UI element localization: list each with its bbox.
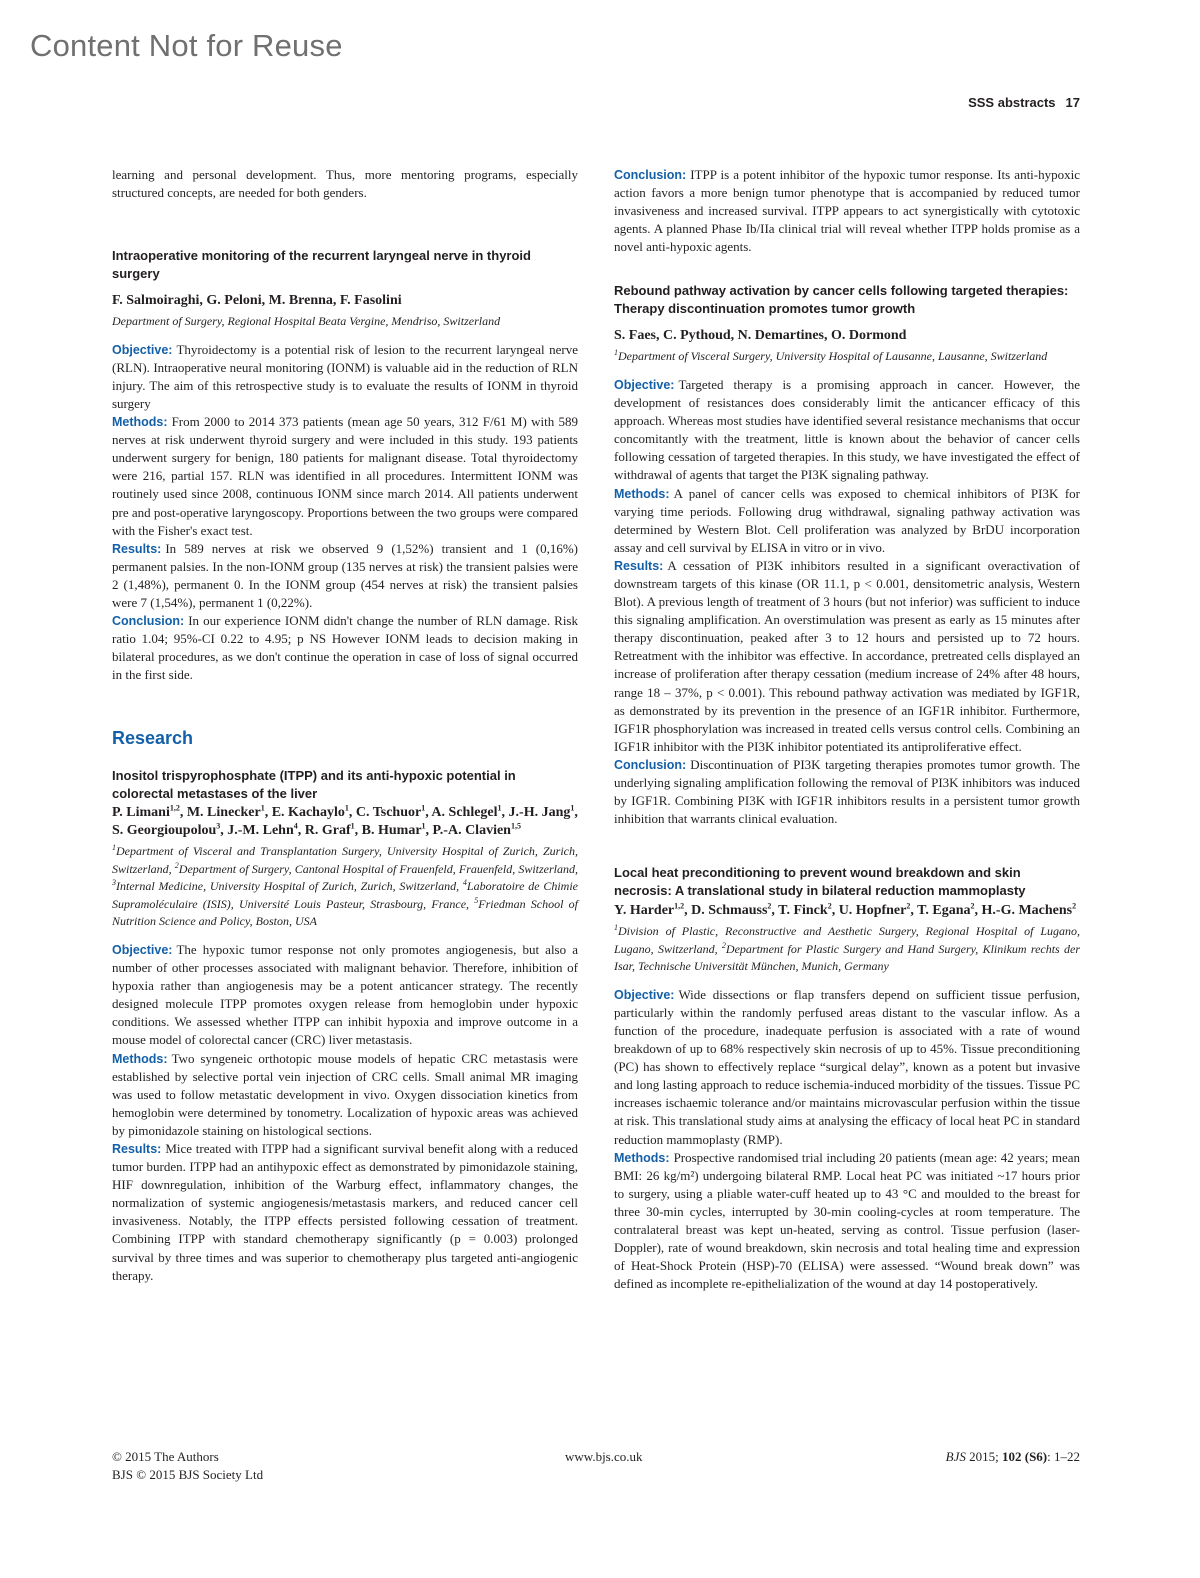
author-name: Y. Harder: [614, 903, 675, 919]
abstract-authors: [614, 902, 1080, 920]
author-name: , H.-G. Machens: [974, 903, 1073, 919]
results-paragraph: [112, 540, 578, 612]
section-heading: Research: [112, 728, 194, 749]
abstract-heat-preconditioning: [614, 864, 1080, 1293]
results-text: A cessation of PI3K inhibitors resulted in a significant overactivation of downstream targets of this kinase (OR 11.1, p < 0.001, densitometric analysis, Western Blot). A previous length of treatment of 3 hours (but not inferior) was sufficient to induce this signaling amplification. An overstimulation was present as early as 15 minutes after therapy discontinuation, peaked after 3 to 12 hours and persisted up to 72 hours. Retreatment with the inhibitor was effective. In accordance, pretreated cells displayed an increase of proliferation after therapy cessation (medium increase of 24% after 48 hours, range 18 – 37%, p < 0.001). This rebound pathway activation was mediated by IGF1R, as demonstrated by its prevention in the presence of an IGF1R inhibitor. Furthermore, IGF1R phosphorylation was increased in treated cells versus control cells. Combining an IGF1R inhibitor with the PI3K inhibitor potentiated its antiproliferative effect.: [614, 557, 1080, 754]
affil-sup: 2: [721, 940, 726, 950]
affil-sup: 4: [462, 878, 467, 888]
running-head: [968, 95, 1080, 110]
author-name: , T. Finck: [771, 903, 828, 919]
abstract-rln-monitoring: [112, 247, 578, 684]
methods-label: Methods:: [112, 1051, 168, 1066]
abstract-authors: [112, 804, 578, 840]
methods-text: A panel of cancer cells was exposed to chemical inhibitors of PI3K for varying time periods. Following drug withdrawal, signaling pathway activation was determined by Western Blot. Cell proliferation was analyzed by BrDU incorporation assay and cell survival by ELISA in vitro or in vivo.: [614, 485, 1080, 555]
results-paragraph: [614, 557, 1080, 756]
methods-paragraph: [614, 485, 1080, 557]
affil-text: Department for Plastic Surgery and Hand Surgery, Klinikum rechts der Isar, Technische Universität München, Munich, Germany: [614, 941, 1080, 974]
affil-text: Internal Medicine, University Hospital of Zurich, Zurich, Switzerland,: [116, 879, 463, 894]
conclusion-label: Conclusion:: [614, 168, 687, 182]
citation-year: 2015;: [965, 1449, 1002, 1464]
objective-paragraph: [614, 986, 1080, 1149]
abstract-affiliation: Department of Surgery, Regional Hospital Beata Vergine, Mendriso, Switzerland: [112, 314, 501, 329]
conclusion-label: Conclusion:: [112, 614, 185, 629]
running-head-title: SSS abstracts: [968, 95, 1056, 110]
author-name: , E. Kachaylo: [264, 805, 345, 821]
author-sup: 1: [570, 803, 575, 813]
author-name: , A. Schlegel: [425, 805, 498, 821]
footer-copyright: [112, 1448, 263, 1484]
author-sup: 1,2: [169, 803, 180, 813]
author-name: , T. Egana: [910, 903, 971, 919]
results-label: Results:: [112, 1142, 162, 1156]
author-sup: 1: [421, 821, 426, 831]
methods-label: Methods:: [614, 1150, 670, 1165]
author-name: , U. Hopfner: [831, 903, 907, 919]
affil-sup: 2: [174, 860, 179, 870]
conclusion-paragraph: [112, 612, 578, 684]
page-number: 17: [1065, 95, 1080, 110]
abstract-title: Inositol trispyrophosphate (ITPP) and its anti-hypoxic potential in colorectal metastases of the liver: [112, 768, 516, 802]
author-sup: 3: [216, 821, 221, 831]
author-name: , R. Graf: [297, 823, 351, 839]
citation-volume: 102 (S6): [1001, 1449, 1048, 1464]
conclusion-paragraph: [614, 756, 1080, 828]
affil-sup: 1: [614, 923, 618, 933]
abstract-affiliation: [614, 348, 1080, 366]
methods-paragraph: [614, 1149, 1080, 1294]
results-text: In 589 nerves at risk we observed 9 (1,52%) transient and 1 (0,16%) permanent palsies. In the non-IONM group (135 nerves at risk) the transient palsies were 2 (1,48%), permanent 0. In the IONM group (454 nerves at risk) the transient palsies were 7 (1,54%), permanent 1 (0,22%).: [112, 540, 578, 610]
author-name: , J.-M. Lehn: [220, 823, 294, 839]
journal-name: BJS: [945, 1449, 966, 1464]
results-text: Mice treated with ITPP had a significant survival benefit along with a reduced tumor burden. ITPP had an antihypoxic effect as demonstrated by pimonidazole staining, HIF downregulation, inhibition of the Warburg effect, inflammatory changes, the normalization of systemic angiogenesis/metastasis markers, and reduced cancer cell invasiveness. Notably, the ITPP effects persisted following cessation of treatment. Combining ITPP with standard chemotherapy significantly (p = 0.003) prolonged survival by three times and was superior to chemotherapy plus targeted anti-angiogenic therapy.: [112, 1141, 578, 1283]
affil-text: Laboratoire de Chimie Supramoléculaire (ISIS), Université Louis Pasteur, Strasbourg, France,: [112, 879, 579, 911]
author-name: , B. Humar: [354, 823, 422, 839]
author-sup: 4: [293, 821, 298, 831]
author-sup: 2: [1072, 901, 1077, 911]
objective-label: Objective:: [112, 342, 173, 357]
author-name: , C. Tschuor: [348, 805, 422, 821]
methods-paragraph: [112, 413, 578, 540]
methods-paragraph: [112, 1050, 578, 1140]
author-name: , M. Linecker: [179, 805, 261, 821]
conclusion-text: Discontinuation of PI3K targeting therapies promotes tumor growth. The underlying signaling amplification following the removal of PI3K inhibitors was induced by IGF1R. Combining PI3K with IGF1R inhibitors results in a persistent tumor growth inhibition that warrants clinical evaluation.: [614, 756, 1080, 827]
continued-text: learning and personal development. Thus, more mentoring programs, especially structured concepts, are needed for both genders.: [112, 167, 578, 201]
abstract-affiliations: [614, 923, 1080, 976]
footer-url[interactable]: www.bjs.co.uk: [565, 1449, 643, 1464]
author-name: , S. Georgioupolou: [112, 805, 578, 839]
author-name: , D. Schmauss: [684, 903, 768, 919]
conclusion-label: Conclusion:: [614, 757, 687, 772]
objective-paragraph: [614, 376, 1080, 485]
objective-paragraph: [112, 341, 578, 413]
affil-sup: 1: [614, 348, 618, 358]
methods-text: Prospective randomised trial including 20 patients (mean age: 42 years; mean BMI: 26 kg/m²) undergoing bilateral RMP. Local heat PC was initiated ~17 hours prior to surgery, using a pliable water-cuff heated up to 43 °C and moulded to the breast for three 30-min cycles, interrupted by 30-min cooling-cycles at room temperature. The contralateral breast was kept un-heated, serving as control. Tissue perfusion (laser-Doppler), rate of wound breakdown, skin necrosis and total healing time and expression of Heat-Shock Protein (HSP)-70 (ELISA) were assessed. “Wound break down” was defined as incomplete re-epithelialization of the wound at day 14 postoperatively.: [614, 1149, 1080, 1292]
copyright-line-1: © 2015 The Authors: [112, 1449, 219, 1464]
objective-label: Objective:: [112, 942, 173, 957]
right-column: [614, 166, 1080, 1293]
abstract-title: Rebound pathway activation by cancer cells following targeted therapies: Therapy discontinuation promotes tumor growth: [614, 283, 1069, 317]
author-sup: 1: [350, 821, 355, 831]
copyright-line-2: BJS © 2015 BJS Society Ltd: [112, 1467, 264, 1482]
citation-pages: : 1–22: [1047, 1449, 1080, 1464]
affil-text: Department of Visceral and Transplantation Surgery, University Hospital of Zurich, Zurich, Switzerland,: [112, 844, 578, 876]
affil-sup: 5: [474, 895, 479, 905]
abstract-authors: S. Faes, C. Pythoud, N. Demartines, O. Dormond: [614, 328, 907, 344]
author-name: P. Limani: [112, 805, 170, 821]
objective-text: Targeted therapy is a promising approach in cancer. However, the development of resistances does considerably limit the anticancer efficacy of this approach. Whereas most studies have identified several resistance mechanisms that occur concomitantly with the treatment, little is known about the behavior of cancer cells following cessation of targeted therapies. In this study, we have investigated the effect of withdrawal of agents that target the PI3K signaling pathway.: [614, 376, 1080, 483]
objective-label: Objective:: [614, 987, 675, 1002]
abstract-title: Intraoperative monitoring of the recurrent laryngeal nerve in thyroid surgery: [112, 248, 531, 282]
author-name: , J.-H. Jang: [501, 805, 571, 821]
affil-sup: 1: [112, 843, 116, 853]
abstract-rebound-pathway: [614, 282, 1080, 828]
conclusion-paragraph: [614, 166, 1080, 256]
affil-sup: 3: [112, 878, 116, 888]
objective-label: Objective:: [614, 377, 675, 392]
author-sup: 1: [497, 803, 502, 813]
affil-text: Department of Visceral Surgery, University Hospital of Lausanne, Lausanne, Switzerland: [618, 349, 1048, 364]
abstract-authors: F. Salmoiraghi, G. Peloni, M. Brenna, F. Fasolini: [112, 293, 402, 309]
abstract-itpp: [112, 767, 578, 1284]
methods-label: Methods:: [112, 415, 168, 430]
left-column: [112, 166, 578, 1285]
results-label: Results:: [614, 558, 664, 573]
results-paragraph: [112, 1140, 578, 1285]
author-sup: 1,5: [510, 821, 521, 831]
author-sup: 2: [767, 901, 772, 911]
abstract-affiliations: [112, 843, 578, 931]
affil-text: Friedman School of Nutrition Science and Policy, Boston, USA: [112, 896, 578, 929]
affil-text: Division of Plastic, Reconstructive and Aesthetic Surgery, Regional Hospital of Lugano, Lugano, Switzerland,: [614, 924, 1080, 956]
author-sup: 1,2: [674, 901, 685, 911]
author-sup: 1: [421, 803, 426, 813]
watermark: Content Not for Reuse: [30, 28, 343, 63]
objective-text: Wide dissections or flap transfers depend on sufficient tissue perfusion, particularly within the randomly perfused areas distant to the vascular inflow. As a function of the procedure, inadequate perfusion is associated with a rate of wound breakdown of up to 68% respectively skin necrosis of up to 45%. Tissue preconditioning (PC) has shown to effectively replace “surgical delay”, known as a potent but invasive and long lasting approach to reduce ischemia-induced morbidity of the tissues. Tissue PC increases ischaemic tolerance and/or maintains microvascular perfusion within the tissue at risk. This translational study aims at analysing the efficacy of local heat PC in standard reduction mammoplasty (RMP).: [614, 986, 1080, 1147]
author-sup: 2: [827, 901, 832, 911]
methods-text: Two syngeneic orthotopic mouse models of hepatic CRC metastasis were established by selective portal vein injection of CRC cells. Small animal MR imaging was used to follow metastatic development in vivo. Oxygen dissociation kinetics from hemoglobin were determined by tonometry. Localization of hypoxic areas was achieved by pimonidazole staining on histological sections.: [112, 1050, 578, 1138]
objective-text: Thyroidectomy is a potential risk of lesion to the recurrent laryngeal nerve (RLN). Intraoperative neural monitoring (IONM) is valuable aid in the reduction of RLN injury. The aim of this retrospective study is to evaluate the results of IONM in thyroid surgery: [112, 341, 578, 411]
author-sup: 1: [344, 803, 349, 813]
methods-text: From 2000 to 2014 373 patients (mean age 50 years, 312 F/61 M) with 589 nerves at risk underwent thyroid surgery and were included in this study. 193 patients underwent surgery for benign, 180 patients for malignant disease. Total thyroidectomy were 216, partial 157. RLN was identified in all procedures. Intermittent IONM was routinely used since 2008, continuous IONM since march 2014. All patients underwent pre and post-operative laryngoscopy. Proportions between the two groups were compared with the Fisher's exact test.: [112, 414, 578, 538]
conclusion-text: ITPP is a potent inhibitor of the hypoxic tumor response. Its anti-hypoxic action favors a more benign tumor phenotype that is accompanied by reduced tumor invasiveness and increased survival. ITPP appears to act synergistically with cytotoxic agents. A planned Phase Ib/IIa clinical trial will reveal whether ITPP holds promise as a novel anti-hypoxic agents.: [614, 167, 1080, 255]
abstract-title: Local heat preconditioning to prevent wound breakdown and skin necrosis: A translational study in bilateral reduction mammoplasty: [614, 865, 1026, 899]
author-sup: 1: [260, 803, 265, 813]
footer-citation: [946, 1448, 1080, 1466]
affil-text: Department of Surgery, Cantonal Hospital of Frauenfeld, Frauenfeld, Switzerland,: [178, 861, 578, 876]
author-sup: 2: [970, 901, 975, 911]
results-label: Results:: [112, 541, 162, 556]
author-sup: 2: [906, 901, 911, 911]
objective-paragraph: [112, 941, 578, 1050]
methods-label: Methods:: [614, 486, 670, 501]
conclusion-text: In our experience IONM didn't change the number of RLN damage. Risk ratio 1.04; 95%-CI 0.22 to 4.95; p NS However IONM leads to decision making in bilateral procedures, as we don't continue the operation in case of loss of signal occurred in the first side.: [112, 613, 578, 683]
objective-text: The hypoxic tumor response not only promotes angiogenesis, but also a number of other processes associated with malignant behavior. Therefore, inhibition of hypoxia rather than angiogenesis may be a potent anticancer strategy. The recently designed molecule ITPP promotes oxygen release from hemoglobin under hypoxic conditions. We assessed whether ITPP can inhibit hypoxia and improve outcome in a mouse model of colorectal cancer (CRC) liver metastasis.: [112, 941, 578, 1048]
author-name: , P.-A. Clavien: [425, 823, 511, 839]
